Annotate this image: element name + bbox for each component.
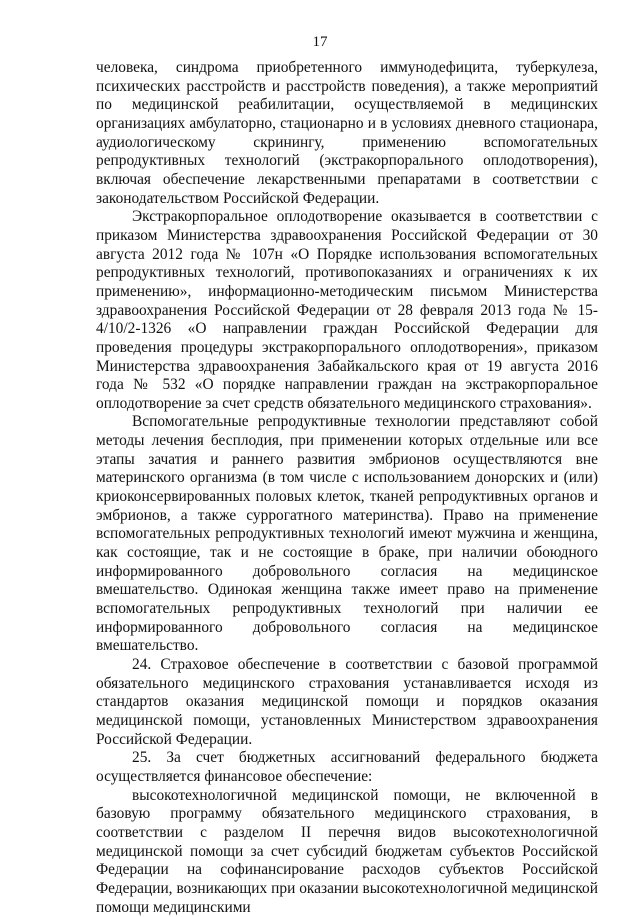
paragraph-section-25: 25. За счет бюджетных ассигнований федерального бюджета осуществляется финансовое обеспечение: <box>96 749 598 785</box>
page-number: 17 <box>312 34 328 50</box>
document-body <box>96 59 598 917</box>
paragraph-section-24: 24. Страховое обеспечение в соответствии с базовой программой обязательного медицинского страхования устанавливается исходя из стандартов оказания медицинской помощи и порядков оказания медицинской помощи, установленных Министерством здравоохранения Российской Федерации. <box>96 656 598 748</box>
paragraph-treatment-list: человека, синдрома приобретенного иммунодефицита, туберкулеза, психических расстройств и расстройств поведения), а также мероприятий по медицинской реабилитации, осуществляемой в медицинских организациях амбулаторно, стационарно и в условиях дневного стационара, аудиологическому скринингу, применению вспомогательных репродуктивных технологий (экстракорпорального оплодотворения), включая обеспечение лекарственными препаратами в соответствии с законодательством Российской Федерации. <box>96 59 598 207</box>
paragraph-art-definition: Вспомогательные репродуктивные технологии представляют собой методы лечения бесплодия, при применении которых отдельные или все этапы зачатия и раннего развития эмбрионов осуществляются вне материнского организма (в том числе с использованием донорских и (или) криоконсервированных половых клеток, тканей репродуктивных органов и эмбрионов, а также суррогатного материнства). Право на применение вспомогательных репродуктивных технологий имеют мужчина и женщина, как состоящие, так и не состоящие в браке, при наличии обоюдного информированного добровольного согласия на медицинское вмешательство. Одинокая женщина также имеет право на применение вспомогательных репродуктивных технологий при наличии ее информированного добровольного согласия на медицинское вмешательство. <box>96 413 598 655</box>
paragraph-high-tech-care: высокотехнологичной медицинской помощи, не включенной в базовую программу обязательного медицинского страхования, в соответствии с разделом II перечня видов высокотехнологичной медицинской помощи за счет субсидий бюджетам субъектов Российской Федерации на софинансирование расходов субъектов Российской Федерации, возникающих при оказании высокотехнологичной медицинской помощи медицинскими <box>96 786 598 916</box>
paragraph-ivf-regulation: Экстракорпоральное оплодотворение оказывается в соответствии с приказом Министерства здравоохранения Российской Федерации от 30 августа 2012 года № 107н «О Порядке использования вспомогательных репродуктивных технологий, противопоказаниях и ограничениях к их применению», информационно-методическим письмом Министерства здравоохранения Российской Федерации от 28 февраля 2013 года № 15-4/10/2-1326 «О направлении граждан Российской Федерации для проведения процедуры экстракорпорального оплодотворения», приказом Министерства здравоохранения Забайкальского края от 19 августа 2016 года № 532 «О порядке направлении граждан на экстракорпоральное оплодотворение за счет средств обязательного медицинского страхования». <box>96 208 598 412</box>
